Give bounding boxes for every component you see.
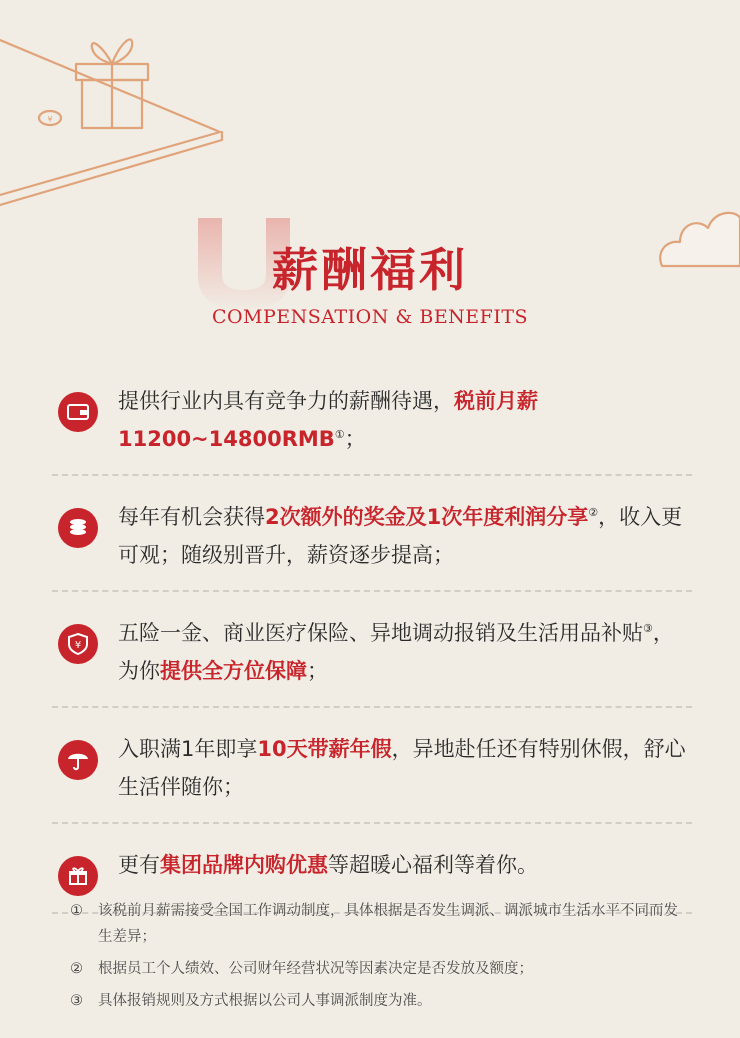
benefit-text [118, 614, 692, 690]
footnote-text: 该税前月薪需接受全国工作调动制度，具体根据是否发生调派、调派城市生活水平不同而发生差异； [98, 903, 678, 945]
benefit-text [118, 498, 692, 574]
benefit-item-salary [52, 382, 692, 458]
benefit-text-part: ，异地赴任还有特别休假，舒心生活伴随你； [118, 737, 686, 799]
benefit-highlight: 税前月薪11200~14800RMB [118, 389, 538, 451]
benefit-item-discount [52, 846, 692, 896]
benefit-highlight: 集团品牌内购优惠 [160, 853, 328, 877]
footnote-ref: ② [588, 506, 599, 519]
gift-icon [58, 856, 98, 896]
footnote-text: 根据员工个人绩效、公司财年经营状况等因素决定是否发放及额度； [98, 961, 533, 977]
dashed-divider [52, 706, 692, 708]
footnote [70, 988, 690, 1014]
benefit-text-part: 等超暖心福利等着你。 [328, 853, 538, 877]
benefit-highlight: 2次额外的奖金及1次年度利润分享 [265, 505, 589, 529]
wallet-icon [58, 392, 98, 432]
benefit-highlight: 10天带薪年假 [257, 737, 392, 761]
footnote-ref: ① [334, 428, 345, 441]
benefit-text-part: ，为你 [118, 621, 674, 683]
benefit-text-part: ； [307, 659, 328, 683]
benefit-item-bonus [52, 498, 692, 574]
svg-text:¥: ¥ [74, 640, 82, 651]
benefit-text-part: ； [344, 427, 366, 451]
benefit-highlight: 提供全方位保障 [160, 659, 307, 683]
benefit-text-part: 五险一金、商业医疗保险、异地调动报销及生活用品补贴 [118, 621, 643, 645]
svg-text:¥: ¥ [47, 115, 53, 124]
benefit-text-part: 提供行业内具有竞争力的薪酬待遇， [118, 389, 454, 413]
benefit-text [118, 730, 692, 806]
umbrella-icon [58, 740, 98, 780]
footnote-number: ① [70, 903, 83, 919]
benefit-text [118, 846, 538, 884]
footnote-text: 具体报销规则及方式根据以公司人事调派制度为准。 [98, 993, 432, 1009]
benefit-text-part: 入职满1年即享 [118, 737, 258, 761]
benefit-text-part: ，收入更可观；随级别晋升，薪资逐步提高； [118, 505, 683, 567]
footnote-ref: ③ [643, 622, 653, 635]
page-subtitle: COMPENSATION & BENEFITS [211, 306, 529, 328]
section-header [0, 218, 740, 328]
page-title: 薪酬福利 [272, 243, 468, 297]
benefit-text-part: 每年有机会获得 [118, 505, 265, 529]
benefits-list [52, 382, 692, 936]
benefit-text-part: 更有 [118, 853, 160, 877]
benefit-item-vacation [52, 730, 692, 806]
dashed-divider [52, 590, 692, 592]
footnote [70, 956, 690, 982]
footnote [70, 898, 690, 950]
dashed-divider [52, 822, 692, 824]
dashed-divider [52, 474, 692, 476]
footnote-number: ③ [70, 993, 83, 1009]
benefit-item-insurance [52, 614, 692, 690]
benefit-text [118, 382, 692, 458]
gift-table-decoration [0, 0, 300, 210]
footnotes [70, 898, 690, 1020]
coins-stack-icon [58, 508, 98, 548]
footnote-number: ② [70, 961, 83, 977]
shield-yen-icon [58, 624, 98, 664]
